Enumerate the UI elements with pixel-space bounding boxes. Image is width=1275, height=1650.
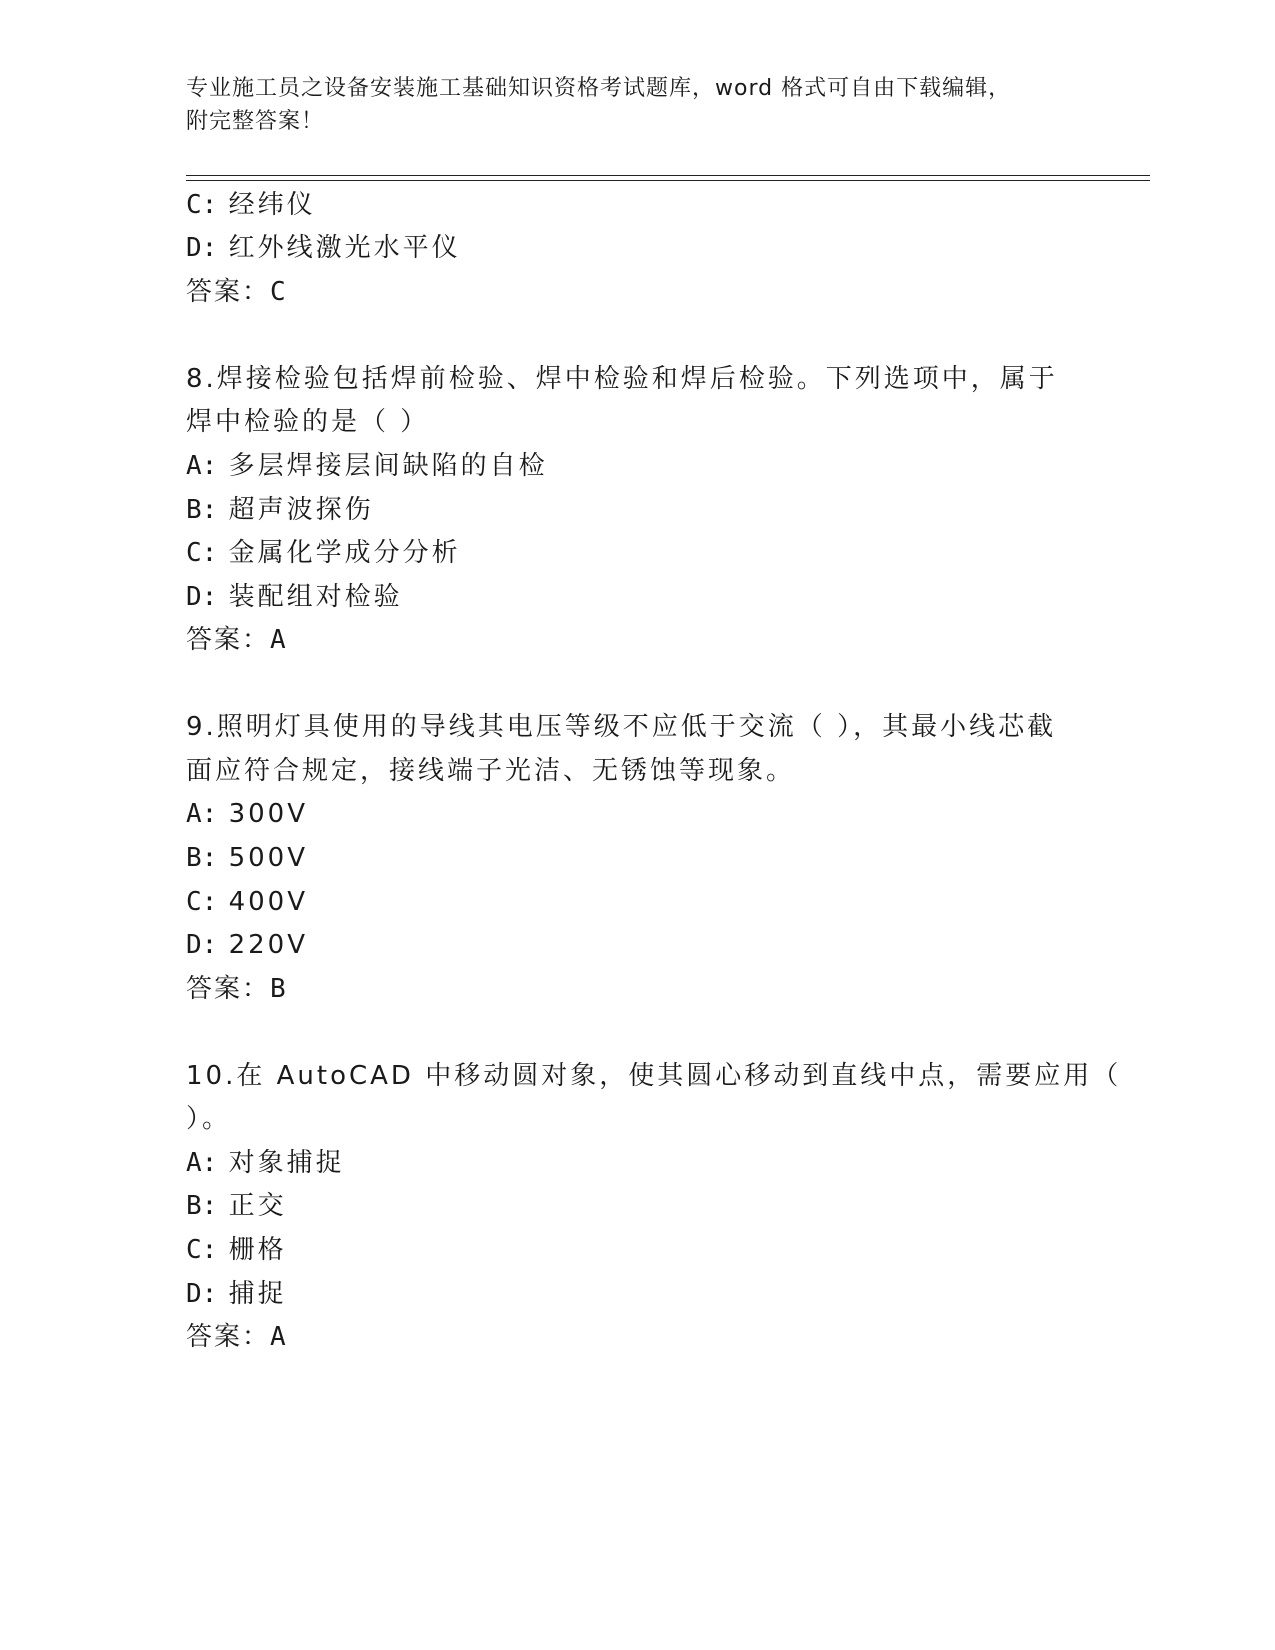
option-letter: C:: [186, 190, 218, 220]
q10-option-d: [186, 1277, 287, 1311]
option-letter: A:: [186, 451, 218, 481]
option-letter: B:: [186, 843, 218, 873]
document-header: [186, 72, 1066, 138]
option-text: 红外线激光水平仪: [228, 233, 461, 263]
answer-value: A: [270, 625, 286, 655]
prev-answer: [186, 275, 286, 309]
answer-label: 答案：: [186, 974, 271, 1004]
option-letter: D:: [186, 1279, 218, 1309]
option-text: 栅格: [228, 1235, 287, 1265]
q10-option-b: [186, 1189, 287, 1223]
q8-answer: [186, 623, 286, 657]
q8-option-a: [186, 449, 548, 483]
answer-value: C: [270, 277, 286, 307]
answer-value: B: [270, 974, 286, 1004]
q10-stem-line-1: 10.在 AutoCAD 中移动圆对象，使其圆心移动到直线中点，需要应用（: [186, 1061, 1122, 1091]
option-letter: B:: [186, 1191, 218, 1221]
option-text: 500V: [228, 843, 308, 873]
option-text: 经纬仪: [228, 190, 316, 220]
q8-option-c: [186, 536, 461, 570]
q10-stem-line-2: ）。: [186, 1104, 232, 1134]
q9-answer: [186, 972, 286, 1006]
option-letter: C:: [186, 1235, 218, 1265]
q10-option-a: [186, 1146, 345, 1180]
q10-answer: [186, 1320, 286, 1354]
header-line-2: 附完整答案！: [186, 109, 325, 134]
answer-label: 答案：: [186, 1322, 271, 1352]
option-letter: B:: [186, 495, 218, 525]
q10-option-c: [186, 1233, 287, 1267]
q8-stem-line-1: 8.焊接检验包括焊前检验、焊中检验和焊后检验。下列选项中，属于: [186, 364, 1058, 394]
q9-option-a: [186, 797, 308, 831]
q8-option-d: [186, 580, 403, 614]
option-text: 400V: [228, 887, 308, 917]
q9-option-d: [186, 928, 308, 962]
option-letter: D:: [186, 930, 218, 960]
prev-option-c: [186, 188, 316, 222]
header-divider-bottom: [186, 180, 1150, 181]
option-text: 220V: [228, 930, 308, 960]
q8-option-b: [186, 493, 374, 527]
option-letter: C:: [186, 538, 218, 568]
option-text: 对象捕捉: [228, 1148, 345, 1178]
option-text: 多层焊接层间缺陷的自检: [228, 451, 548, 481]
q9-option-c: [186, 885, 308, 919]
option-text: 装配组对检验: [228, 582, 403, 612]
option-letter: D:: [186, 233, 218, 263]
option-text: 捕捉: [228, 1279, 287, 1309]
answer-label: 答案：: [186, 625, 271, 655]
q8-stem-line-2: 焊中检验的是（ ）: [186, 407, 430, 437]
option-text: 正交: [228, 1191, 287, 1221]
answer-value: A: [270, 1322, 286, 1352]
option-text: 金属化学成分分析: [228, 538, 461, 568]
option-letter: A:: [186, 1148, 218, 1178]
prev-option-d: [186, 231, 461, 265]
header-line-1: 专业施工员之设备安装施工基础知识资格考试题库，word 格式可自由下载编辑，: [186, 76, 1012, 101]
answer-label: 答案：: [186, 277, 271, 307]
q9-stem-line-1: 9.照明灯具使用的导线其电压等级不应低于交流（ ），其最小线芯截: [186, 712, 1057, 742]
option-letter: D:: [186, 582, 218, 612]
option-letter: C:: [186, 887, 218, 917]
option-text: 300V: [228, 799, 308, 829]
q9-option-b: [186, 841, 308, 875]
option-letter: A:: [186, 799, 218, 829]
q9-stem-line-2: 面应符合规定，接线端子光洁、无锈蚀等现象。: [186, 756, 796, 786]
header-divider-top: [186, 175, 1150, 176]
option-text: 超声波探伤: [228, 495, 374, 525]
